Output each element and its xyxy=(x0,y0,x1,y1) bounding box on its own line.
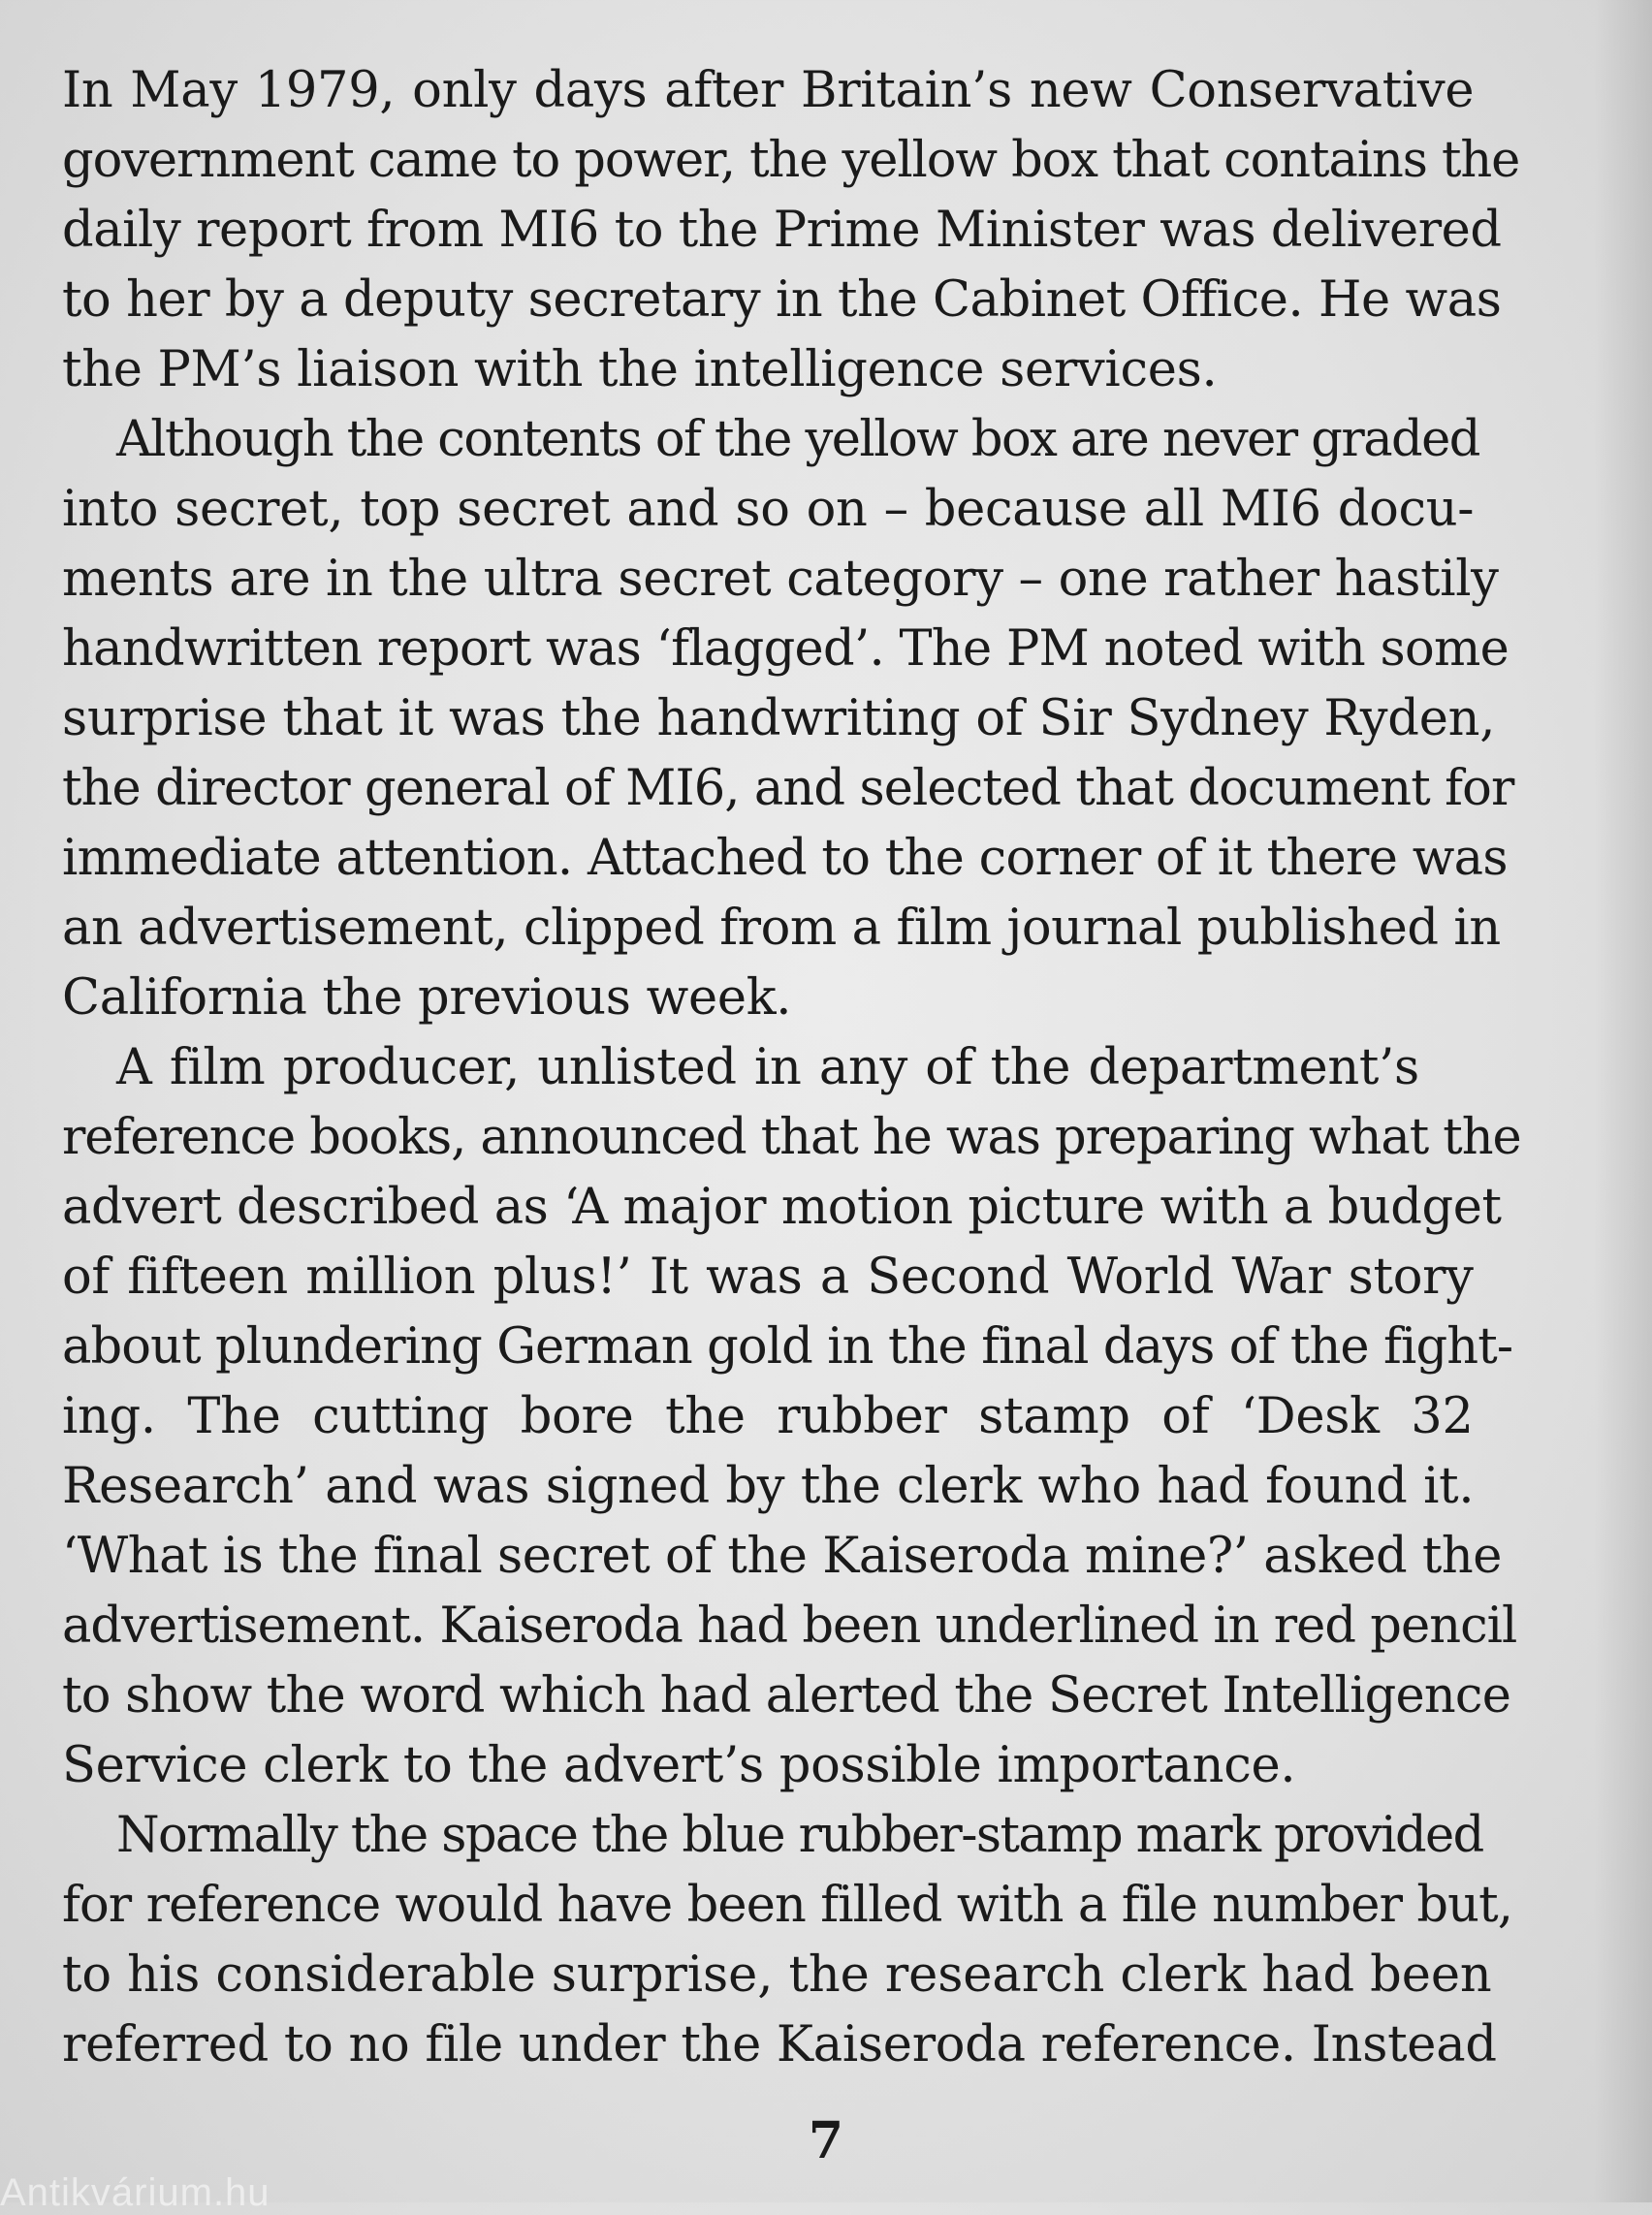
text-line: advert described as ‘A major motion picture with a budget xyxy=(62,1179,1502,1236)
text-line: reference books, announced that he was preparing what the xyxy=(62,1109,1521,1166)
text-line: ing. The cutting bore the rubber stamp of ‘Desk 32 xyxy=(62,1388,1474,1445)
text-line: Normally the space the blue rubber-stamp mark provided xyxy=(116,1807,1483,1864)
text-line: of fifteen million plus!’ It was a Second World War story xyxy=(62,1249,1474,1306)
text-line: referred to no file under the Kaiseroda reference. Instead xyxy=(62,2016,1497,2073)
text-line: In May 1979, only days after Britain’s new Conservative xyxy=(62,62,1475,119)
page-edge-shadow xyxy=(1594,0,1652,2202)
text-line: the PM’s liaison with the intelligence services. xyxy=(62,341,1218,398)
text-line: for reference would have been filled with a file number but, xyxy=(62,1877,1513,1934)
text-line: to his considerable surprise, the research clerk had been xyxy=(62,1946,1492,2004)
text-line: government came to power, the yellow box that contains the xyxy=(62,132,1520,189)
text-line: immediate attention. Attached to the corner of it there was xyxy=(62,830,1508,887)
paragraph-4 xyxy=(62,1801,1513,2080)
text-line: Service clerk to the advert’s possible importance. xyxy=(62,1737,1296,1794)
text-line: an advertisement, clipped from a film journal published in xyxy=(62,900,1501,957)
text-line: to show the word which had alerted the Secret Intelligence xyxy=(62,1667,1511,1725)
text-line: surprise that it was the handwriting of Sir Sydney Ryden, xyxy=(62,690,1496,747)
text-line: Research’ and was signed by the clerk who had found it. xyxy=(62,1458,1475,1515)
text-line: handwritten report was ‘flagged’. The PM noted with some xyxy=(62,620,1509,678)
text-line: daily report from MI6 to the Prime Minister was delivered xyxy=(62,202,1502,259)
text-line: into secret, top secret and so on – because all MI6 docu- xyxy=(62,481,1475,538)
text-line: California the previous week. xyxy=(62,969,792,1027)
page-number: 7 xyxy=(808,2111,844,2170)
text-line: Although the contents of the yellow box are never graded xyxy=(116,411,1479,468)
text-line: ‘What is the final secret of the Kaiseroda mine?’ asked the xyxy=(62,1528,1503,1585)
paragraph-3 xyxy=(62,1033,1521,1801)
text-line: to her by a deputy secretary in the Cabinet Office. He was xyxy=(62,271,1502,329)
text-line: about plundering German gold in the final days of the fight- xyxy=(62,1318,1513,1376)
watermark-text: Antikvárium.hu xyxy=(0,2171,270,2214)
text-line: ments are in the ultra secret category – one rather hastily xyxy=(62,551,1499,608)
body-text xyxy=(62,56,1521,2080)
paragraph-2 xyxy=(62,405,1514,1033)
paragraph-1 xyxy=(62,56,1520,405)
text-line: the director general of MI6, and selected that document for xyxy=(62,760,1514,817)
text-line: A film producer, unlisted in any of the department’s xyxy=(116,1039,1419,1096)
text-line: advertisement. Kaiseroda had been underlined in red pencil xyxy=(62,1598,1517,1655)
